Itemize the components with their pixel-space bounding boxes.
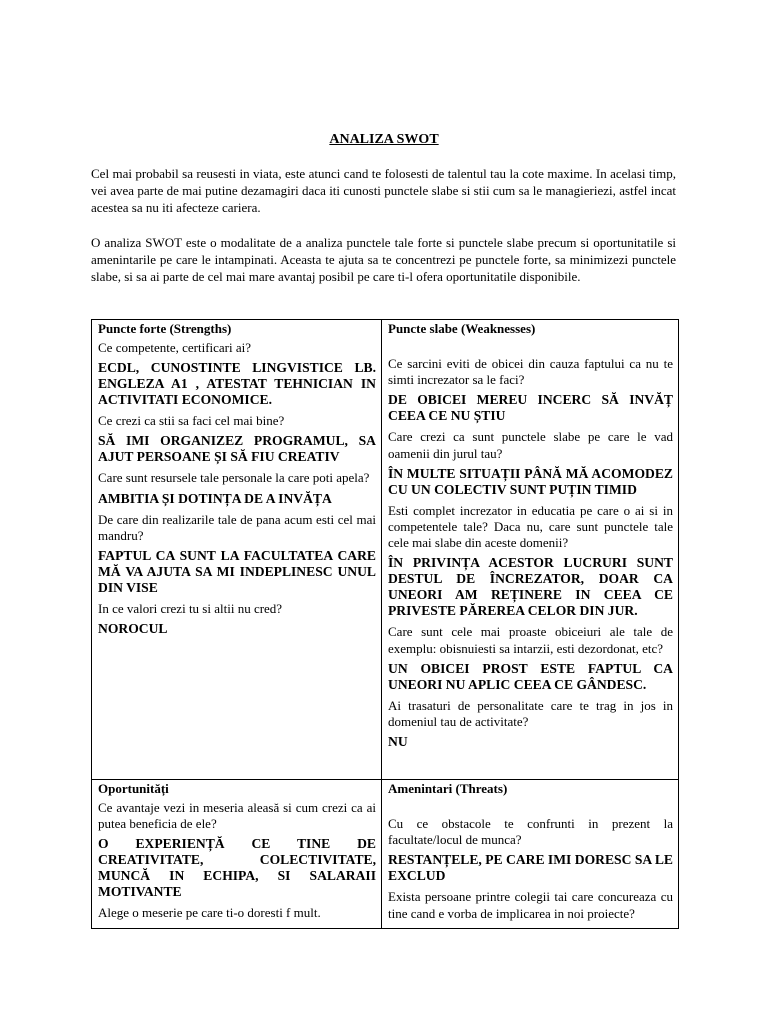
threats-header: Amenintari (Threats) [388,781,508,796]
opportunities-question: Alege o meserie pe care ti-o doresti f mult. [98,905,321,921]
swot-table [91,319,679,929]
intro-paragraph-2: O analiza SWOT este o modalitate de a analiza punctele tale forte si punctele slabe precum si oportunitatile si amenintarile pe care le intampinati. Aceasta te ajuta sa te concentrezi pe punctele forte, sa minimizezi punctele slabe, si sa ai parte de cel mai mare avantaj posibil pe care ti-l ofera oportunitatile disponibile. [91,235,676,284]
weaknesses-answer: ÎN MULTE SITUAȚII PÂNĂ MĂ ACOMODEZ CU UN COLECTIV SUNT PUȚIN TIMID [388,465,673,497]
document-title: ANALIZA SWOT [329,132,439,147]
strengths-question: De care din realizarile tale de pana acum esti cel mai mandru? [98,511,376,543]
opportunities-header: Oportunități [98,781,169,796]
strengths-answer: AMBITIA ȘI DOTINȚA DE A INVĂȚA [98,490,332,506]
spacer [388,340,673,356]
weaknesses-answer: ÎN PRIVINȚA ACESTOR LUCRURI SUNT DESTUL DE ÎNCREZATOR, DOAR CA UNEORI AM REȚINERE IN CEEA CE PRIVESTE PĂREREA CELOR DIN JUR. [388,555,673,619]
strengths-question: In ce valori crezi tu si altii nu cred? [98,601,283,617]
strengths-answer: FAPTUL CA SUNT LA FACULTATEA CARE MĂ VA AJUTA SA MI INDEPLINESC UNUL DIN VISE [98,548,376,596]
strengths-answer: ECDL, CUNOSTINTE LINGVISTICE LB. ENGLEZA A1 , ATESTAT TEHNICIAN IN ACTIVITATI ECONOMICE. [98,360,376,408]
weaknesses-question: Ai trasaturi de personalitate care te trag in jos in domeniul tau de activitate? [388,697,673,730]
strengths-question: Ce competente, certificari ai? [98,340,252,355]
weaknesses-question: Care crezi ca sunt punctele slabe pe care le vad oamenii din jurul tau? [388,429,673,461]
threats-question: Cu ce obstacole te confrunti in prezent la facultate/locul de munca? [388,816,673,848]
threats-cell [382,780,679,929]
strengths-question: Ce crezi ca stii sa faci cel mai bine? [98,413,285,429]
strengths-question: Care sunt resursele tale personale la care poti apela? [98,470,370,486]
strengths-answer: NOROCUL [98,621,168,637]
weaknesses-question: Esti complet increzator in educatia pe care o ai si in competentele tale? Daca nu, care sunt punctele tale cele mai slabe din aceste domenii? [388,502,673,551]
weaknesses-answer: DE OBICEI MEREU INCERC SĂ INVĂȚ CEEA CE NU ȘTIU [388,392,673,424]
threats-question: Exista persoane printre colegii tai care concureaza cu tine cand e vorba de implicarea in noi proiecte? [388,889,673,921]
spacer [388,800,673,816]
strengths-cell [92,320,382,780]
strengths-answer: SĂ IMI ORGANIZEZ PROGRAMUL, SA AJUT PERSOANE ȘI SĂ FIU CREATIV [98,433,376,465]
weaknesses-question: Care sunt cele mai proaste obiceiuri ale tale de exemplu: obisnuiesti sa intarzii, esti dezordonat, etc? [388,624,673,656]
opportunities-answer: O EXPERIENȚĂ CE TINE DE CREATIVITATE, COLECTIVITATE, MUNCĂ IN ECHIPA, SI SALARAII MOTIVANTE [98,836,376,900]
weaknesses-header: Puncte slabe (Weaknesses) [388,321,536,336]
opportunities-question: Ce avantaje vezi in meseria aleasă si cum crezi ca ai putea beneficia de ele? [98,800,376,832]
intro-paragraph-1: Cel mai probabil sa reusesti in viata, este atunci cand te folosesti de talentul tau la cote maxime. In acelasi timp, vei avea parte de mai putine dezamagiri daca iti cunosti punctele slabe si stii cum sa le managieriezi, astfel incat acestea sa nu iti afecteze cariera. [91,166,676,215]
opportunities-cell [92,780,382,929]
strengths-header: Puncte forte (Strengths) [98,321,232,336]
threats-answer: RESTANȚELE, PE CARE IMI DORESC SA LE EXCLUD [388,852,673,884]
weaknesses-cell [382,320,679,780]
weaknesses-answer: UN OBICEI PROST ESTE FAPTUL CA UNEORI NU APLIC CEEA CE GÂNDESC. [388,660,673,692]
weaknesses-answer: NU [388,734,408,750]
weaknesses-question: Ce sarcini eviti de obicei din cauza faptului ca nu te simti increzator sa le faci? [388,356,673,388]
